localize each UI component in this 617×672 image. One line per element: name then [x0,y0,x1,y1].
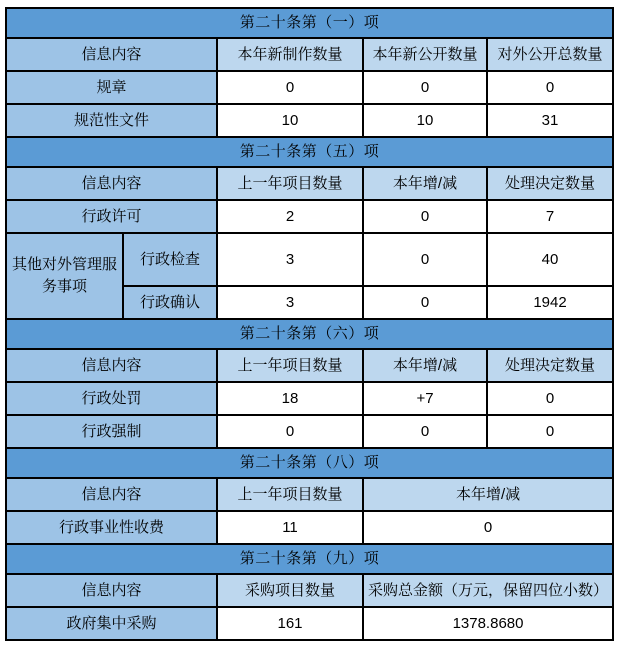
section-5-title-row [6,544,613,574]
value-cell: 0 [363,71,487,104]
value-cell: 0 [487,382,613,415]
table-row [6,104,613,137]
row-label-cell: 政府集中采购 [6,607,217,640]
section-2-header-row [6,167,613,200]
column-header-cell: 信息内容 [6,478,217,511]
value-cell: 0 [487,415,613,448]
row-label-cell: 行政强制 [6,415,217,448]
value-cell: 7 [487,200,613,233]
value-cell: 0 [363,415,487,448]
table-row [6,607,613,640]
column-header-cell: 信息内容 [6,167,217,200]
value-cell: 0 [363,511,613,544]
value-cell: 0 [363,286,487,319]
section-4-title-row [6,448,613,478]
value-cell: 10 [363,104,487,137]
table-row [6,382,613,415]
column-header-cell: 信息内容 [6,574,217,607]
value-cell: 3 [217,233,363,286]
value-cell: +7 [363,382,487,415]
column-header-cell: 本年增/减 [363,349,487,382]
section-2-title: 第二十条第（五）项 [6,137,613,167]
section-2-title-row [6,137,613,167]
value-cell: 161 [217,607,363,640]
report-table-container [5,7,612,641]
value-cell: 0 [487,71,613,104]
group-label-cell: 其他对外管理服务事项 [6,233,123,319]
section-1-title-row [6,8,613,38]
section-5-title: 第二十条第（九）项 [6,544,613,574]
column-header-cell: 采购项目数量 [217,574,363,607]
section-3-header-row [6,349,613,382]
value-cell: 2 [217,200,363,233]
column-header-cell: 信息内容 [6,38,217,71]
section-3-title: 第二十条第（六）项 [6,319,613,349]
value-cell: 0 [217,415,363,448]
column-header-cell: 本年新制作数量 [217,38,363,71]
column-header-cell: 本年增/减 [363,167,487,200]
column-header-cell: 采购总金额（万元，保留四位小数） [363,574,613,607]
value-cell: 0 [363,233,487,286]
table-row [6,415,613,448]
value-cell: 1378.8680 [363,607,613,640]
column-header-cell: 处理决定数量 [487,349,613,382]
column-header-cell: 上一年项目数量 [217,349,363,382]
value-cell: 31 [487,104,613,137]
column-header-cell: 处理决定数量 [487,167,613,200]
row-label-cell: 行政确认 [123,286,217,319]
table-row [6,511,613,544]
column-header-cell: 上一年项目数量 [217,478,363,511]
section-1-title: 第二十条第（一）项 [6,8,613,38]
value-cell: 0 [217,71,363,104]
section-1-header-row [6,38,613,71]
disclosure-statistics-table [5,7,614,641]
table-row [6,233,613,286]
section-5-header-row [6,574,613,607]
value-cell: 10 [217,104,363,137]
column-header-cell: 对外公开总数量 [487,38,613,71]
column-header-cell: 本年增/减 [363,478,613,511]
row-label-cell: 行政许可 [6,200,217,233]
column-header-cell: 上一年项目数量 [217,167,363,200]
section-3-title-row [6,319,613,349]
table-row [6,200,613,233]
table-row [6,71,613,104]
row-label-cell: 行政事业性收费 [6,511,217,544]
value-cell: 11 [217,511,363,544]
section-4-title: 第二十条第（八）项 [6,448,613,478]
value-cell: 1942 [487,286,613,319]
value-cell: 3 [217,286,363,319]
column-header-cell: 信息内容 [6,349,217,382]
row-label-cell: 规范性文件 [6,104,217,137]
value-cell: 40 [487,233,613,286]
value-cell: 0 [363,200,487,233]
row-label-cell: 行政检查 [123,233,217,286]
column-header-cell: 本年新公开数量 [363,38,487,71]
section-4-header-row [6,478,613,511]
value-cell: 18 [217,382,363,415]
row-label-cell: 行政处罚 [6,382,217,415]
row-label-cell: 规章 [6,71,217,104]
